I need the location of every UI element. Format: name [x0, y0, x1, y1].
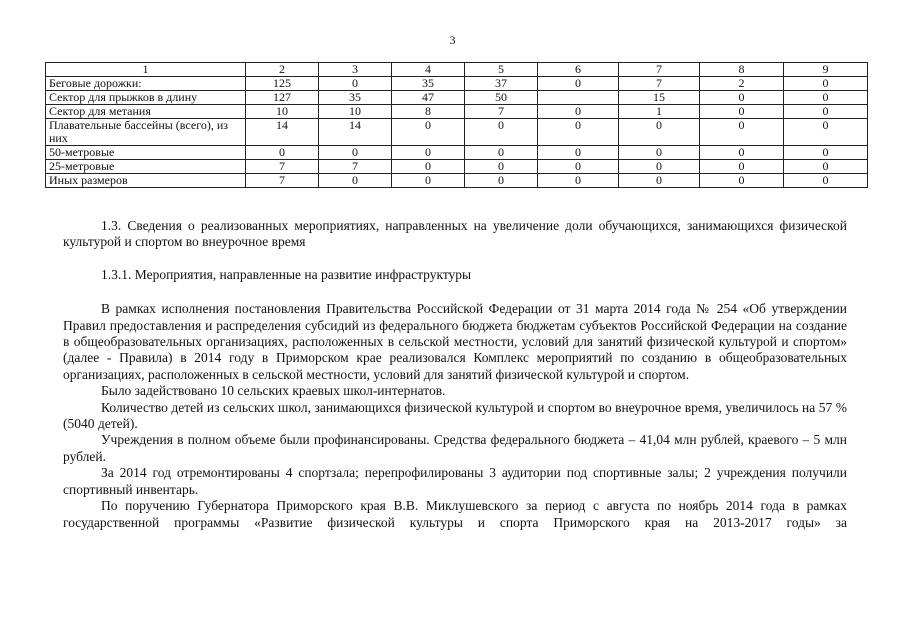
- row-label: Иных размеров: [46, 174, 246, 188]
- table-cell: 35: [392, 77, 465, 91]
- table-cell: 10: [246, 105, 319, 119]
- table-cell: 0: [538, 146, 619, 160]
- column-number: 2: [246, 63, 319, 77]
- table-cell: 127: [246, 91, 319, 105]
- row-label: 25-метровые: [46, 160, 246, 174]
- column-number: 8: [700, 63, 784, 77]
- table-row: [46, 174, 868, 188]
- row-label: Сектор для метания: [46, 105, 246, 119]
- page-number: 3: [449, 33, 456, 47]
- table-cell: 7: [246, 160, 319, 174]
- table-cell: 0: [784, 174, 868, 188]
- table-cell: [538, 91, 619, 105]
- facilities-table: [45, 62, 868, 188]
- row-label: 50-метровые: [46, 146, 246, 160]
- table-row: [46, 146, 868, 160]
- table-cell: 0: [619, 160, 700, 174]
- table-cell: 0: [246, 146, 319, 160]
- body-text: [63, 218, 847, 531]
- table-cell: 0: [465, 160, 538, 174]
- table-cell: 1: [619, 105, 700, 119]
- table-cell: 0: [465, 174, 538, 188]
- table-cell: 0: [465, 119, 538, 146]
- table-cell: 7: [465, 105, 538, 119]
- table-cell: 0: [538, 160, 619, 174]
- table-cell: 0: [700, 160, 784, 174]
- table-cell: 8: [392, 105, 465, 119]
- table-cell: 0: [784, 91, 868, 105]
- column-number: 3: [319, 63, 392, 77]
- table-cell: 0: [619, 146, 700, 160]
- table-cell: 0: [784, 160, 868, 174]
- table-cell: 0: [392, 174, 465, 188]
- paragraph: В рамках исполнения постановления Правительства Российской Федерации от 31 марта 2014 года № 254 «Об утверждении Правил предоставления и распределения субсидий из федерального бюджета бюджетам субъектов Российской Федерации на создание в общеобразовательных организациях, расположенных в сельской местности, условий для занятий физической культурой и спортом» (далее - Правила) в 2014 году в Приморском крае реализовался Комплекс мероприятий по созданию в общеобразовательных организациях, расположенных в сельской местности, условий для занятий физической культурой и спортом.: [63, 301, 847, 382]
- table-header-row: [46, 63, 868, 77]
- table-cell: 0: [319, 77, 392, 91]
- table-cell: 0: [700, 119, 784, 146]
- table-cell: 50: [465, 91, 538, 105]
- table-cell: 14: [246, 119, 319, 146]
- column-number: 9: [784, 63, 868, 77]
- table-row: [46, 119, 868, 146]
- table-cell: 0: [784, 105, 868, 119]
- table-cell: 7: [246, 174, 319, 188]
- table-cell: 0: [538, 77, 619, 91]
- table-cell: 0: [619, 174, 700, 188]
- table-row: [46, 91, 868, 105]
- row-label: Сектор для прыжков в длину: [46, 91, 246, 105]
- table-cell: 7: [319, 160, 392, 174]
- table-cell: 0: [392, 160, 465, 174]
- table-cell: 0: [465, 146, 538, 160]
- table-cell: 0: [700, 174, 784, 188]
- paragraph: За 2014 год отремонтированы 4 спортзала; перепрофилированы 3 аудитории под спортивные залы; 2 учреждения получили спортивный инвентарь.: [63, 465, 847, 497]
- table-cell: 0: [392, 146, 465, 160]
- table-cell: 0: [784, 77, 868, 91]
- table-cell: 0: [700, 146, 784, 160]
- table-cell: 0: [700, 105, 784, 119]
- table-cell: 35: [319, 91, 392, 105]
- table-cell: 0: [700, 91, 784, 105]
- row-label: Плавательные бассейны (всего), из них: [46, 119, 246, 146]
- column-number: 6: [538, 63, 619, 77]
- paragraph: Количество детей из сельских школ, занимающихся физической культурой и спортом во внеурочное время, увеличилось на 57 % (5040 детей).: [63, 399, 847, 432]
- column-number: 5: [465, 63, 538, 77]
- table-cell: 14: [319, 119, 392, 146]
- paragraph: Было задействовано 10 сельских краевых школ-интернатов.: [101, 383, 446, 399]
- table-cell: 0: [538, 105, 619, 119]
- table-cell: 0: [319, 146, 392, 160]
- table-row: [46, 160, 868, 174]
- section-1-3-1-heading: 1.3.1. Мероприятия, направленные на развитие инфраструктуры: [101, 266, 472, 282]
- table-cell: 0: [619, 119, 700, 146]
- table-cell: 0: [538, 119, 619, 146]
- table-cell: 125: [246, 77, 319, 91]
- table-cell: 7: [619, 77, 700, 91]
- table-cell: 0: [784, 119, 868, 146]
- table-cell: 10: [319, 105, 392, 119]
- table-cell: 0: [538, 174, 619, 188]
- table-cell: 0: [784, 146, 868, 160]
- table-cell: 37: [465, 77, 538, 91]
- table-cell: 0: [392, 119, 465, 146]
- table-row: [46, 105, 868, 119]
- paragraph: По поручению Губернатора Приморского края В.В. Миклушевского за период с августа по ноябрь 2014 года в рамках государственной программы «Развитие физической культуры и спорта Приморского края на 2013-2017 годы» за: [63, 498, 847, 530]
- table-cell: 0: [319, 174, 392, 188]
- table-cell: 47: [392, 91, 465, 105]
- section-1-3-heading: 1.3. Сведения о реализованных мероприятиях, направленных на увеличение доли обучающихся, занимающихся физической культурой и спортом во внеурочное время: [63, 218, 847, 250]
- table-cell: 15: [619, 91, 700, 105]
- row-label: Беговые дорожки:: [46, 77, 246, 91]
- column-number: 4: [392, 63, 465, 77]
- table-row: [46, 77, 868, 91]
- column-number: 1: [46, 63, 246, 77]
- column-number: 7: [619, 63, 700, 77]
- paragraph: Учреждения в полном объеме были профинансированы. Средства федерального бюджета – 41,04 млн рублей, краевого – 5 млн рублей.: [63, 432, 847, 464]
- table-cell: 2: [700, 77, 784, 91]
